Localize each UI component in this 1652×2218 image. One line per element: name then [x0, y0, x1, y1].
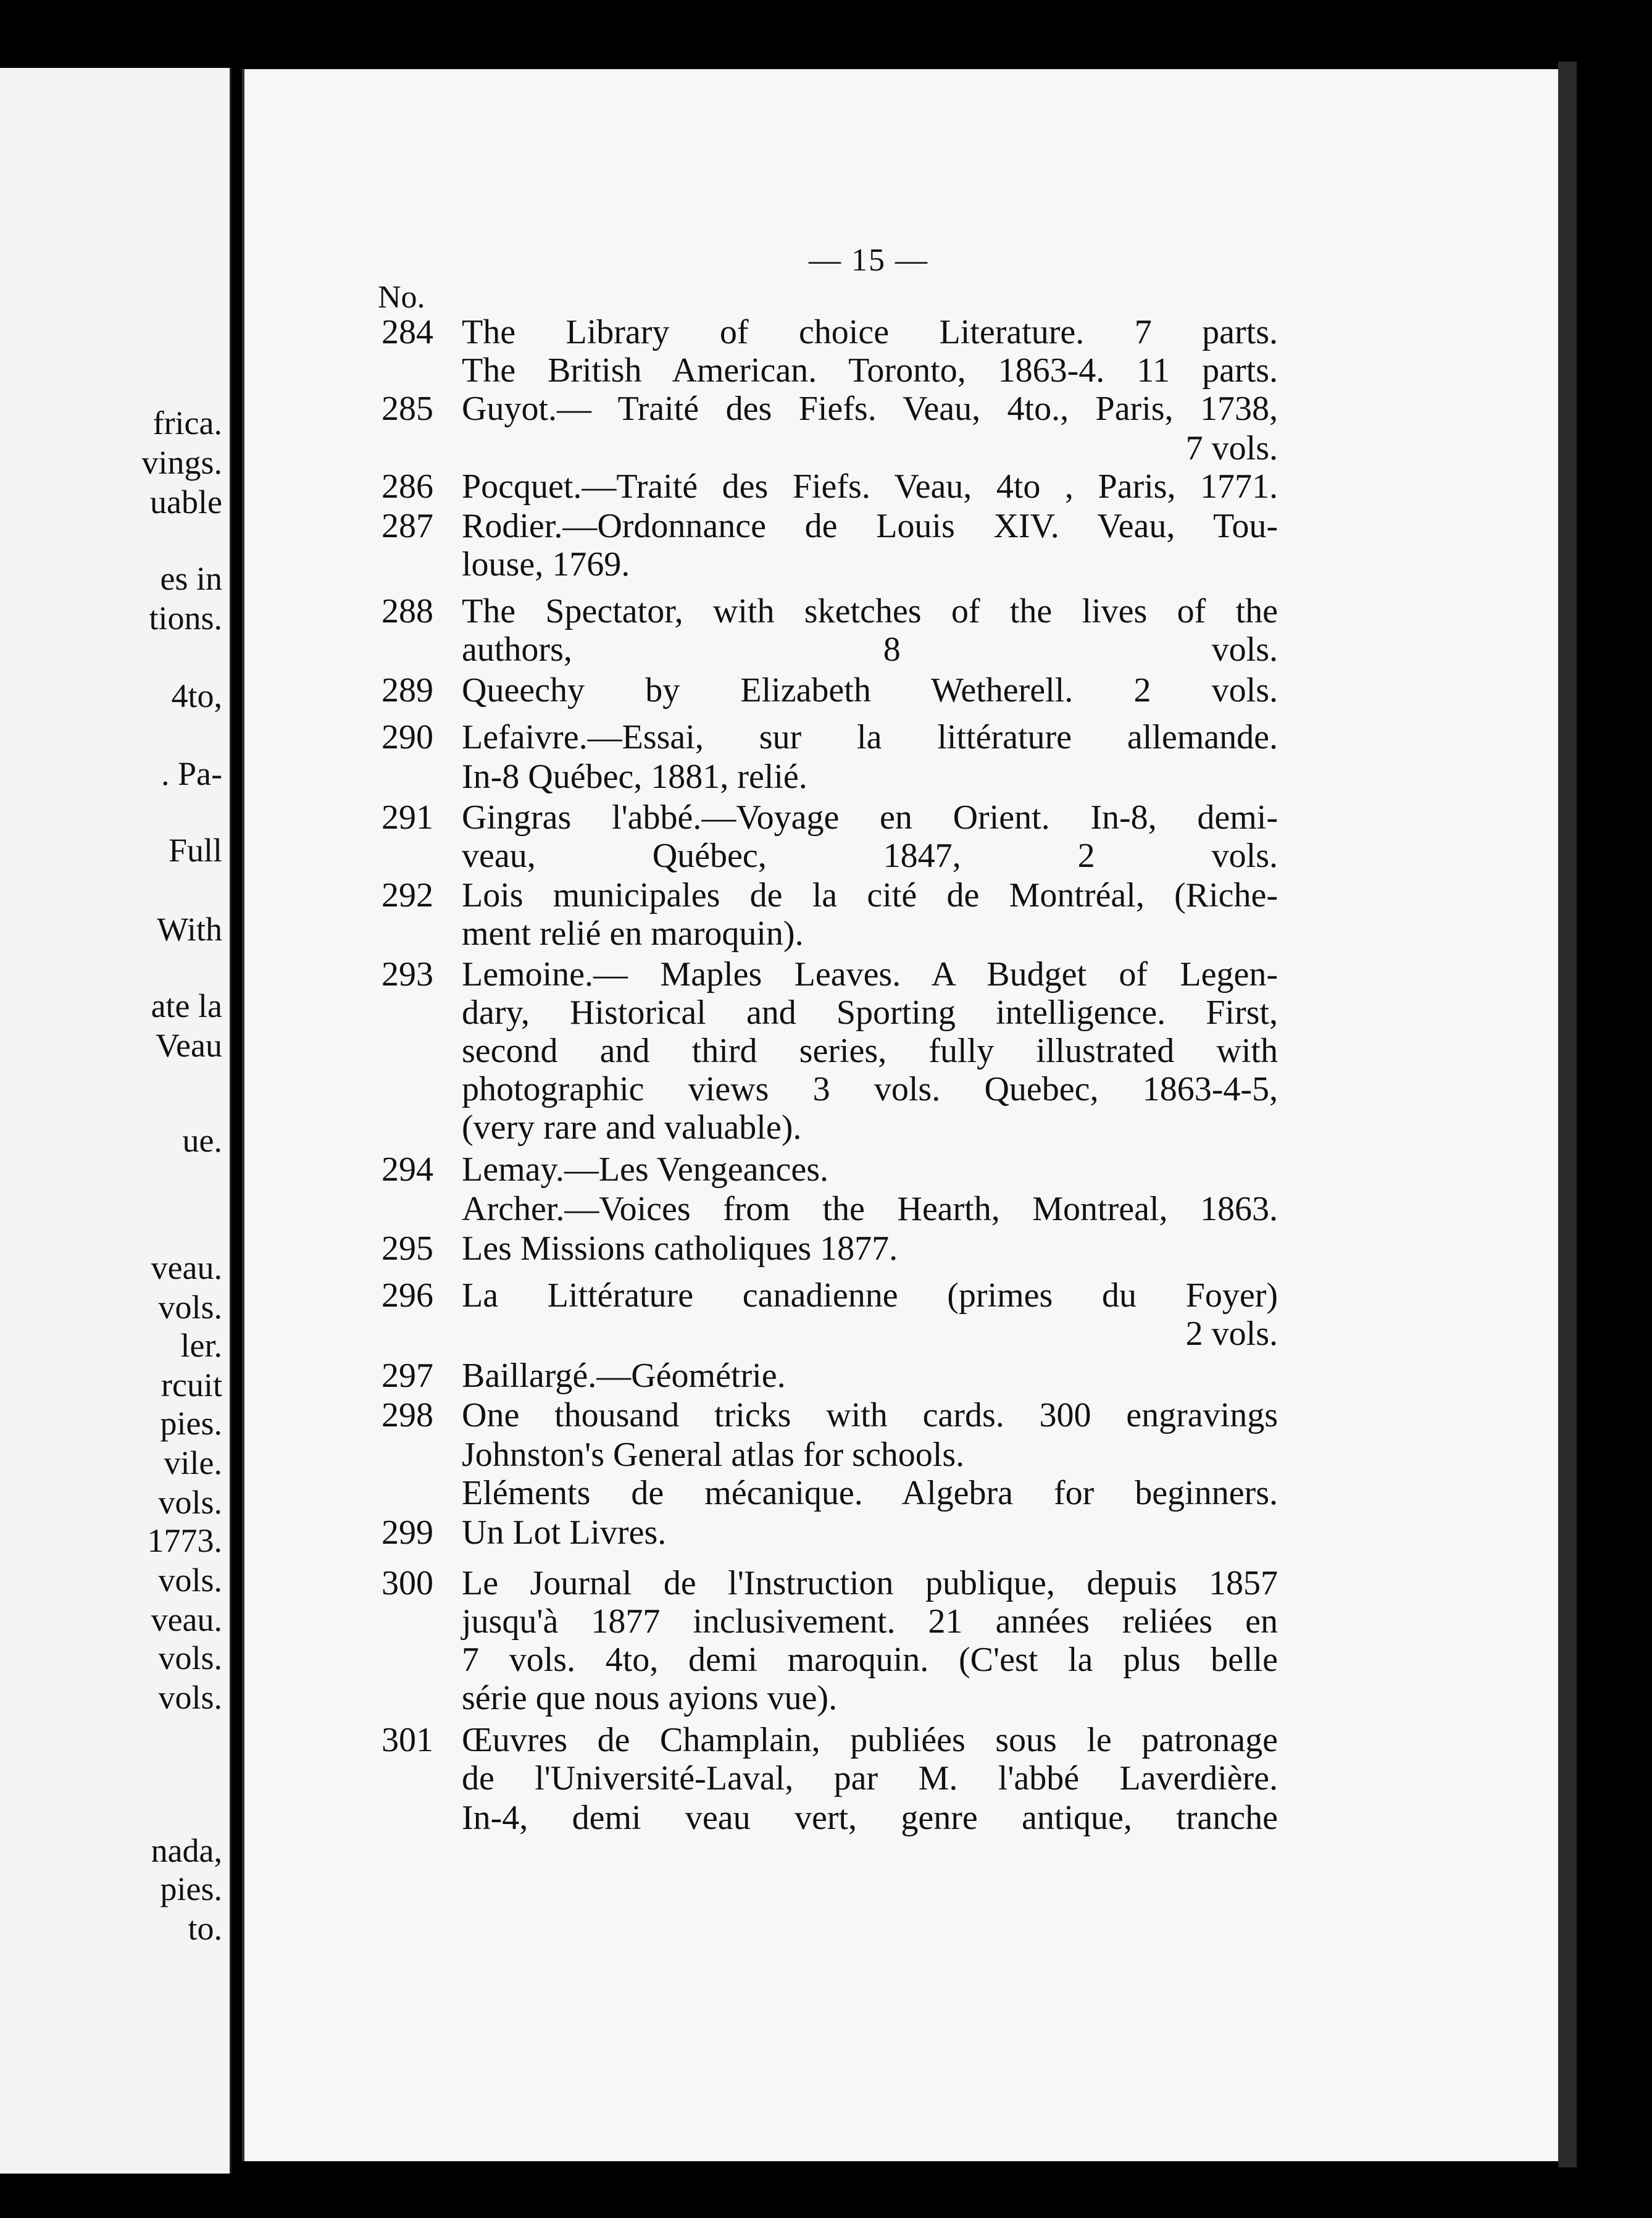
left-fragment: ue. [182, 1122, 222, 1159]
entry-number: 295 [382, 1229, 433, 1268]
entry-line: Le Journal de l'Instruction publique, depuis 1857 [462, 1564, 1278, 1602]
entry-line: The British American. Toronto, 1863-4. 11 parts. [462, 351, 1278, 390]
entry-line: second and third series, fully illustrated with [462, 1032, 1278, 1070]
entry-line: (very rare and valuable). [462, 1108, 802, 1147]
entry-number: 291 [382, 798, 433, 837]
entry-line: jusqu'à 1877 inclusivement. 21 années reliées en [462, 1602, 1278, 1641]
entry-number: 286 [382, 467, 433, 506]
entry-number: 292 [382, 876, 433, 914]
left-fragment: With [157, 911, 222, 948]
number-column-header: No. [378, 280, 425, 315]
entry-line: La Littérature canadienne (primes du Foyer) [462, 1276, 1278, 1315]
entry-number: 297 [382, 1357, 433, 1395]
entry-line: Un Lot Livres. [462, 1513, 667, 1552]
page-number: — 15 — [809, 243, 928, 278]
entry-number: 290 [382, 718, 433, 756]
left-fragment: pies. [160, 1405, 222, 1442]
entry-line: Pocquet.—Traité des Fiefs. Veau, 4to , Paris, 1771. [462, 467, 1278, 506]
entry-line: Archer.—Voices from the Hearth, Montreal, 1863. [462, 1190, 1278, 1228]
entry-number: 284 [382, 313, 433, 351]
left-fragment: vols. [158, 1562, 222, 1599]
left-fragment: Veau [156, 1027, 222, 1064]
entry-line: Rodier.—Ordonnance de Louis XIV. Veau, Tou- [462, 507, 1278, 545]
left-fragment: veau. [151, 1601, 222, 1638]
entry-line: louse, 1769. [462, 545, 630, 584]
entry-number: 300 [382, 1564, 433, 1602]
entry-line: In-4, demi veau vert, genre antique, tranche [462, 1799, 1278, 1837]
entry-line: dary, Historical and Sporting intelligence. First, [462, 994, 1278, 1032]
left-fragment: vols. [158, 1639, 222, 1676]
entry-line: Gingras l'abbé.—Voyage en Orient. In-8, demi- [462, 798, 1278, 837]
left-fragment: vols. [158, 1289, 222, 1326]
entry-line: 7 vols. 4to, demi maroquin. (C'est la plus belle [462, 1641, 1278, 1679]
entry-line: ment relié en maroquin). [462, 914, 804, 953]
entry-number: 293 [382, 955, 433, 994]
entry-number: 285 [382, 390, 433, 428]
entry-line: Eléments de mécanique. Algebra for beginners. [462, 1474, 1278, 1512]
entry-line: Les Missions catholiques 1877. [462, 1229, 898, 1268]
left-fragment: vings. [141, 444, 222, 481]
entry-line: Lemay.—Les Vengeances. [462, 1150, 828, 1189]
page-edge-shadow [1558, 62, 1577, 2167]
left-fragment: vols. [158, 1484, 222, 1521]
left-fragment: to. [188, 1910, 222, 1947]
entry-line: Lefaivre.—Essai, sur la littérature allemande. [462, 718, 1278, 756]
left-fragment: . Pa- [161, 755, 222, 792]
left-fragment: 1773. [147, 1522, 222, 1559]
entry-number: 298 [382, 1396, 433, 1434]
facing-page-left [0, 68, 232, 2174]
entry-line: Johnston's General atlas for schools. [462, 1436, 965, 1474]
entry-number: 296 [382, 1276, 433, 1315]
entry-number: 294 [382, 1150, 433, 1189]
entry-line: de l'Université-Laval, par M. l'abbé Laverdière. [462, 1759, 1278, 1797]
left-fragment: frica. [152, 404, 222, 442]
entry-line: Lois municipales de la cité de Montréal, (Riche- [462, 876, 1278, 914]
entry-line: Œuvres de Champlain, publiées sous le patronage [462, 1721, 1278, 1759]
entry-number: 299 [382, 1513, 433, 1552]
left-fragment: ate la [151, 987, 222, 1024]
left-fragment: uable [150, 483, 222, 521]
left-fragment: ler. [180, 1327, 222, 1364]
entry-line: The Spectator, with sketches of the lives of the [462, 592, 1278, 630]
left-fragment: tions. [149, 600, 222, 637]
entry-line: In-8 Québec, 1881, relié. [462, 758, 807, 796]
left-fragment: nada, [151, 1832, 222, 1869]
entry-line: série que nous ayions vue). [462, 1679, 838, 1717]
entry-line: 7 vols. [1185, 429, 1278, 467]
left-fragment: 4to, [171, 677, 222, 714]
entry-line: veau, Québec, 1847, 2 vols. [462, 837, 1278, 875]
left-fragment: pies. [160, 1870, 222, 1907]
entry-line: Baillargé.—Géométrie. [462, 1357, 786, 1395]
entry-line: Queechy by Elizabeth Wetherell. 2 vols. [462, 671, 1278, 709]
left-fragment: vile. [164, 1444, 222, 1481]
entry-line: 2 vols. [1185, 1315, 1278, 1353]
entry-line: The Library of choice Literature. 7 parts. [462, 313, 1278, 351]
entry-line: authors, 8 vols. [462, 630, 1278, 669]
left-fragment: veau. [151, 1249, 222, 1286]
entry-number: 301 [382, 1721, 433, 1759]
left-fragment: es in [160, 560, 222, 597]
entry-number: 288 [382, 592, 433, 630]
left-fragment: vols. [158, 1679, 222, 1716]
entry-line: Lemoine.— Maples Leaves. A Budget of Legen- [462, 955, 1278, 994]
entry-line: Guyot.— Traité des Fiefs. Veau, 4to., Paris, 1738, [462, 390, 1278, 428]
left-fragment: rcuit [161, 1366, 222, 1404]
entry-line: photographic views 3 vols. Quebec, 1863-4-5, [462, 1070, 1278, 1108]
left-fragment: Full [168, 832, 222, 869]
entry-line: One thousand tricks with cards. 300 engravings [462, 1396, 1278, 1434]
entry-number: 287 [382, 507, 433, 545]
entry-number: 289 [382, 671, 433, 709]
